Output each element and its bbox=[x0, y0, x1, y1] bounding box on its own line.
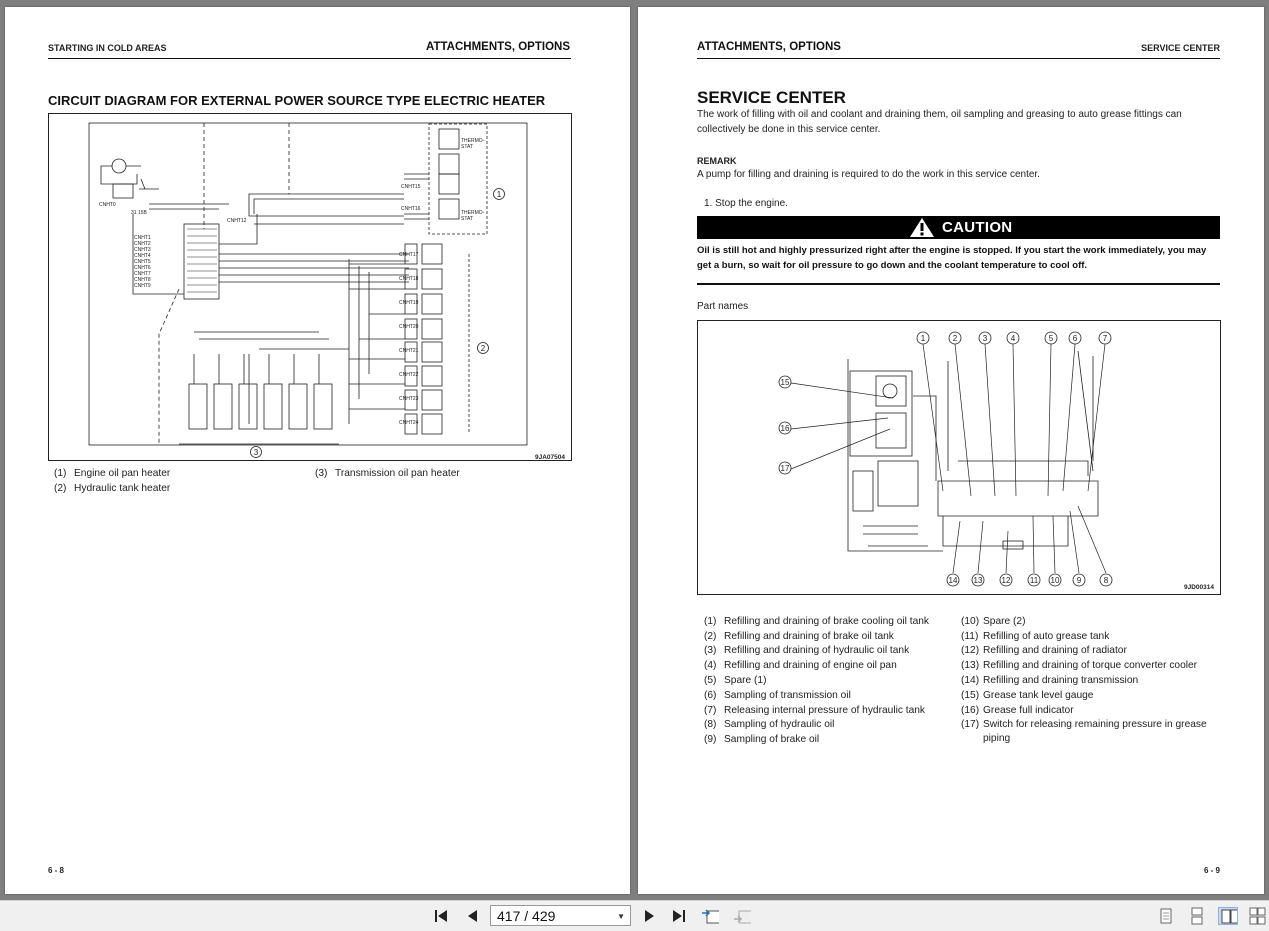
caution-rule bbox=[697, 283, 1220, 285]
part-item: (12) Refilling and draining of radiator bbox=[961, 645, 1127, 656]
svg-text:CNHT0: CNHT0 bbox=[99, 202, 116, 208]
svg-text:CNHT8: CNHT8 bbox=[134, 277, 151, 283]
svg-text:12: 12 bbox=[1001, 576, 1011, 585]
svg-text:THERMO-: THERMO- bbox=[461, 210, 485, 216]
service-center-intro: The work of filling with oil and coolant and draining them, oil sampling and greasing to auto grease fittings can collectively be done in this service center. bbox=[697, 109, 1182, 135]
viewer-toolbar bbox=[0, 900, 1269, 931]
warning-triangle-icon bbox=[909, 217, 935, 238]
svg-text:CNHT6: CNHT6 bbox=[134, 265, 151, 271]
svg-text:3: 3 bbox=[253, 448, 259, 457]
service-figure-code: 9JD00314 bbox=[1184, 584, 1214, 591]
part-item: (17) Switch for releasing remaining pressure in grease piping bbox=[961, 719, 1207, 744]
svg-text:1: 1 bbox=[496, 190, 502, 199]
last-page-icon[interactable] bbox=[670, 907, 688, 925]
svg-text:CNHT23: CNHT23 bbox=[399, 396, 419, 402]
page-indicator: 417 / 429 bbox=[497, 908, 556, 924]
svg-text:STAT: STAT bbox=[461, 144, 474, 150]
part-item: (4) Refilling and draining of engine oil pan bbox=[704, 660, 897, 671]
continuous-view-icon[interactable] bbox=[1187, 907, 1207, 925]
svg-text:CNHT16: CNHT16 bbox=[401, 206, 421, 212]
right-page-number: 6 - 9 bbox=[1203, 866, 1220, 875]
part-item: (1) Refilling and draining of brake cooling oil tank bbox=[704, 616, 930, 627]
svg-text:7: 7 bbox=[1102, 334, 1108, 343]
svg-text:CNHT18: CNHT18 bbox=[399, 276, 419, 282]
svg-text:4: 4 bbox=[1010, 334, 1016, 343]
left-page bbox=[5, 7, 630, 894]
circuit-diagram-drawing bbox=[49, 114, 571, 460]
step-1-text: 1. Stop the engine. bbox=[704, 198, 788, 209]
left-header-chapter: ATTACHMENTS, OPTIONS bbox=[426, 41, 570, 53]
part-item: (2) Refilling and draining of brake oil tank bbox=[704, 631, 894, 642]
facing-view-icon[interactable] bbox=[1218, 907, 1238, 925]
part-item: (16) Grease full indicator bbox=[961, 705, 1074, 716]
svg-text:CNHT12: CNHT12 bbox=[227, 218, 247, 224]
left-page-number: 6 - 8 bbox=[48, 866, 65, 875]
svg-text:CNHT4: CNHT4 bbox=[134, 253, 151, 259]
svg-text:CNHT22: CNHT22 bbox=[399, 372, 419, 378]
svg-text:CNHT1: CNHT1 bbox=[134, 235, 151, 241]
circuit-diagram-figure bbox=[48, 113, 572, 461]
svg-text:CNHT5: CNHT5 bbox=[134, 259, 151, 265]
svg-text:15: 15 bbox=[780, 378, 790, 387]
chevron-down-icon[interactable]: ▼ bbox=[617, 912, 625, 921]
svg-text:STAT: STAT bbox=[461, 216, 474, 222]
caution-label: CAUTION bbox=[942, 219, 1013, 236]
part-item: (7) Releasing internal pressure of hydraulic tank bbox=[704, 705, 926, 716]
part-item: (8) Sampling of hydraulic oil bbox=[704, 719, 835, 730]
legend-item: (3) Transmission oil pan heater bbox=[315, 468, 460, 479]
svg-text:11: 11 bbox=[1029, 576, 1039, 585]
part-item: (15) Grease tank level gauge bbox=[961, 690, 1094, 701]
left-header-section: STARTING IN COLD AREAS bbox=[48, 43, 167, 53]
part-item: (11) Refilling of auto grease tank bbox=[961, 631, 1110, 642]
first-page-icon[interactable] bbox=[432, 907, 450, 925]
svg-text:CNHT2: CNHT2 bbox=[134, 241, 151, 247]
legend-item: (2) Hydraulic tank heater bbox=[54, 483, 171, 494]
page-number-field[interactable] bbox=[490, 905, 631, 926]
prev-page-icon[interactable] bbox=[464, 907, 482, 925]
svg-text:CNHT24: CNHT24 bbox=[399, 420, 419, 426]
svg-text:17: 17 bbox=[780, 464, 790, 473]
svg-text:8: 8 bbox=[1103, 576, 1109, 585]
part-item: (14) Refilling and draining transmission bbox=[961, 675, 1139, 686]
right-header-rule bbox=[697, 58, 1220, 59]
right-header-section: SERVICE CENTER bbox=[1141, 43, 1220, 53]
part-item: (3) Refilling and draining of hydraulic oil tank bbox=[704, 645, 910, 656]
svg-text:13: 13 bbox=[973, 576, 983, 585]
remark-title: REMARK bbox=[697, 156, 737, 166]
part-item: (6) Sampling of transmission oil bbox=[704, 690, 851, 701]
part-item: (13) Refilling and draining of torque converter cooler bbox=[961, 660, 1198, 671]
next-page-icon[interactable] bbox=[640, 907, 658, 925]
svg-text:14: 14 bbox=[948, 576, 958, 585]
svg-text:CNHT20: CNHT20 bbox=[399, 324, 419, 330]
service-center-title: SERVICE CENTER bbox=[697, 88, 846, 107]
single-page-view-icon[interactable] bbox=[1156, 907, 1176, 925]
circuit-diagram-title: CIRCUIT DIAGRAM FOR EXTERNAL POWER SOURCE TYPE ELECTRIC HEATER bbox=[48, 93, 546, 108]
left-header-rule bbox=[48, 58, 571, 59]
part-item: (5) Spare (1) bbox=[704, 675, 767, 686]
right-page bbox=[638, 7, 1264, 894]
svg-text:CNHT21: CNHT21 bbox=[399, 348, 419, 354]
service-center-drawing bbox=[698, 321, 1220, 594]
right-header-chapter: ATTACHMENTS, OPTIONS bbox=[697, 41, 841, 53]
remark-text: A pump for filling and draining is required to do the work in this service center. bbox=[697, 169, 1040, 180]
svg-text:5: 5 bbox=[1048, 334, 1054, 343]
caution-text: Oil is still hot and highly pressurized right after the engine is stopped. If you start the work immediately, you may get a burn, so wait for oil pressure to go down and the coolant temperature to cool off. bbox=[697, 245, 1207, 271]
svg-text:3: 3 bbox=[982, 334, 988, 343]
svg-text:1: 1 bbox=[920, 334, 926, 343]
part-item: (9) Sampling of brake oil bbox=[704, 734, 820, 745]
svg-text:6: 6 bbox=[1072, 334, 1078, 343]
svg-text:CNHT15: CNHT15 bbox=[401, 184, 421, 190]
svg-text:THERMO-: THERMO- bbox=[461, 138, 485, 144]
svg-text:2: 2 bbox=[480, 344, 486, 353]
svg-text:CNHT19: CNHT19 bbox=[399, 300, 419, 306]
part-names-label: Part names bbox=[697, 301, 749, 312]
caution-bar bbox=[697, 216, 1220, 239]
legend-item: (1) Engine oil pan heater bbox=[54, 468, 171, 479]
svg-text:10: 10 bbox=[1050, 576, 1060, 585]
back-view-icon[interactable] bbox=[701, 907, 719, 925]
svg-text:31 15B: 31 15B bbox=[131, 210, 147, 216]
continuous-facing-view-icon[interactable] bbox=[1248, 907, 1268, 925]
forward-view-icon[interactable] bbox=[733, 907, 751, 925]
svg-text:2: 2 bbox=[952, 334, 958, 343]
svg-text:CNHT9: CNHT9 bbox=[134, 283, 151, 289]
service-center-figure bbox=[697, 320, 1221, 595]
circuit-figure-code: 9JA07504 bbox=[535, 454, 565, 461]
part-item: (10) Spare (2) bbox=[961, 616, 1026, 627]
svg-text:16: 16 bbox=[780, 424, 790, 433]
svg-text:CNHT7: CNHT7 bbox=[134, 271, 151, 277]
svg-text:CNHT3: CNHT3 bbox=[134, 247, 151, 253]
svg-text:9: 9 bbox=[1076, 576, 1082, 585]
svg-text:CNHT17: CNHT17 bbox=[399, 252, 419, 258]
